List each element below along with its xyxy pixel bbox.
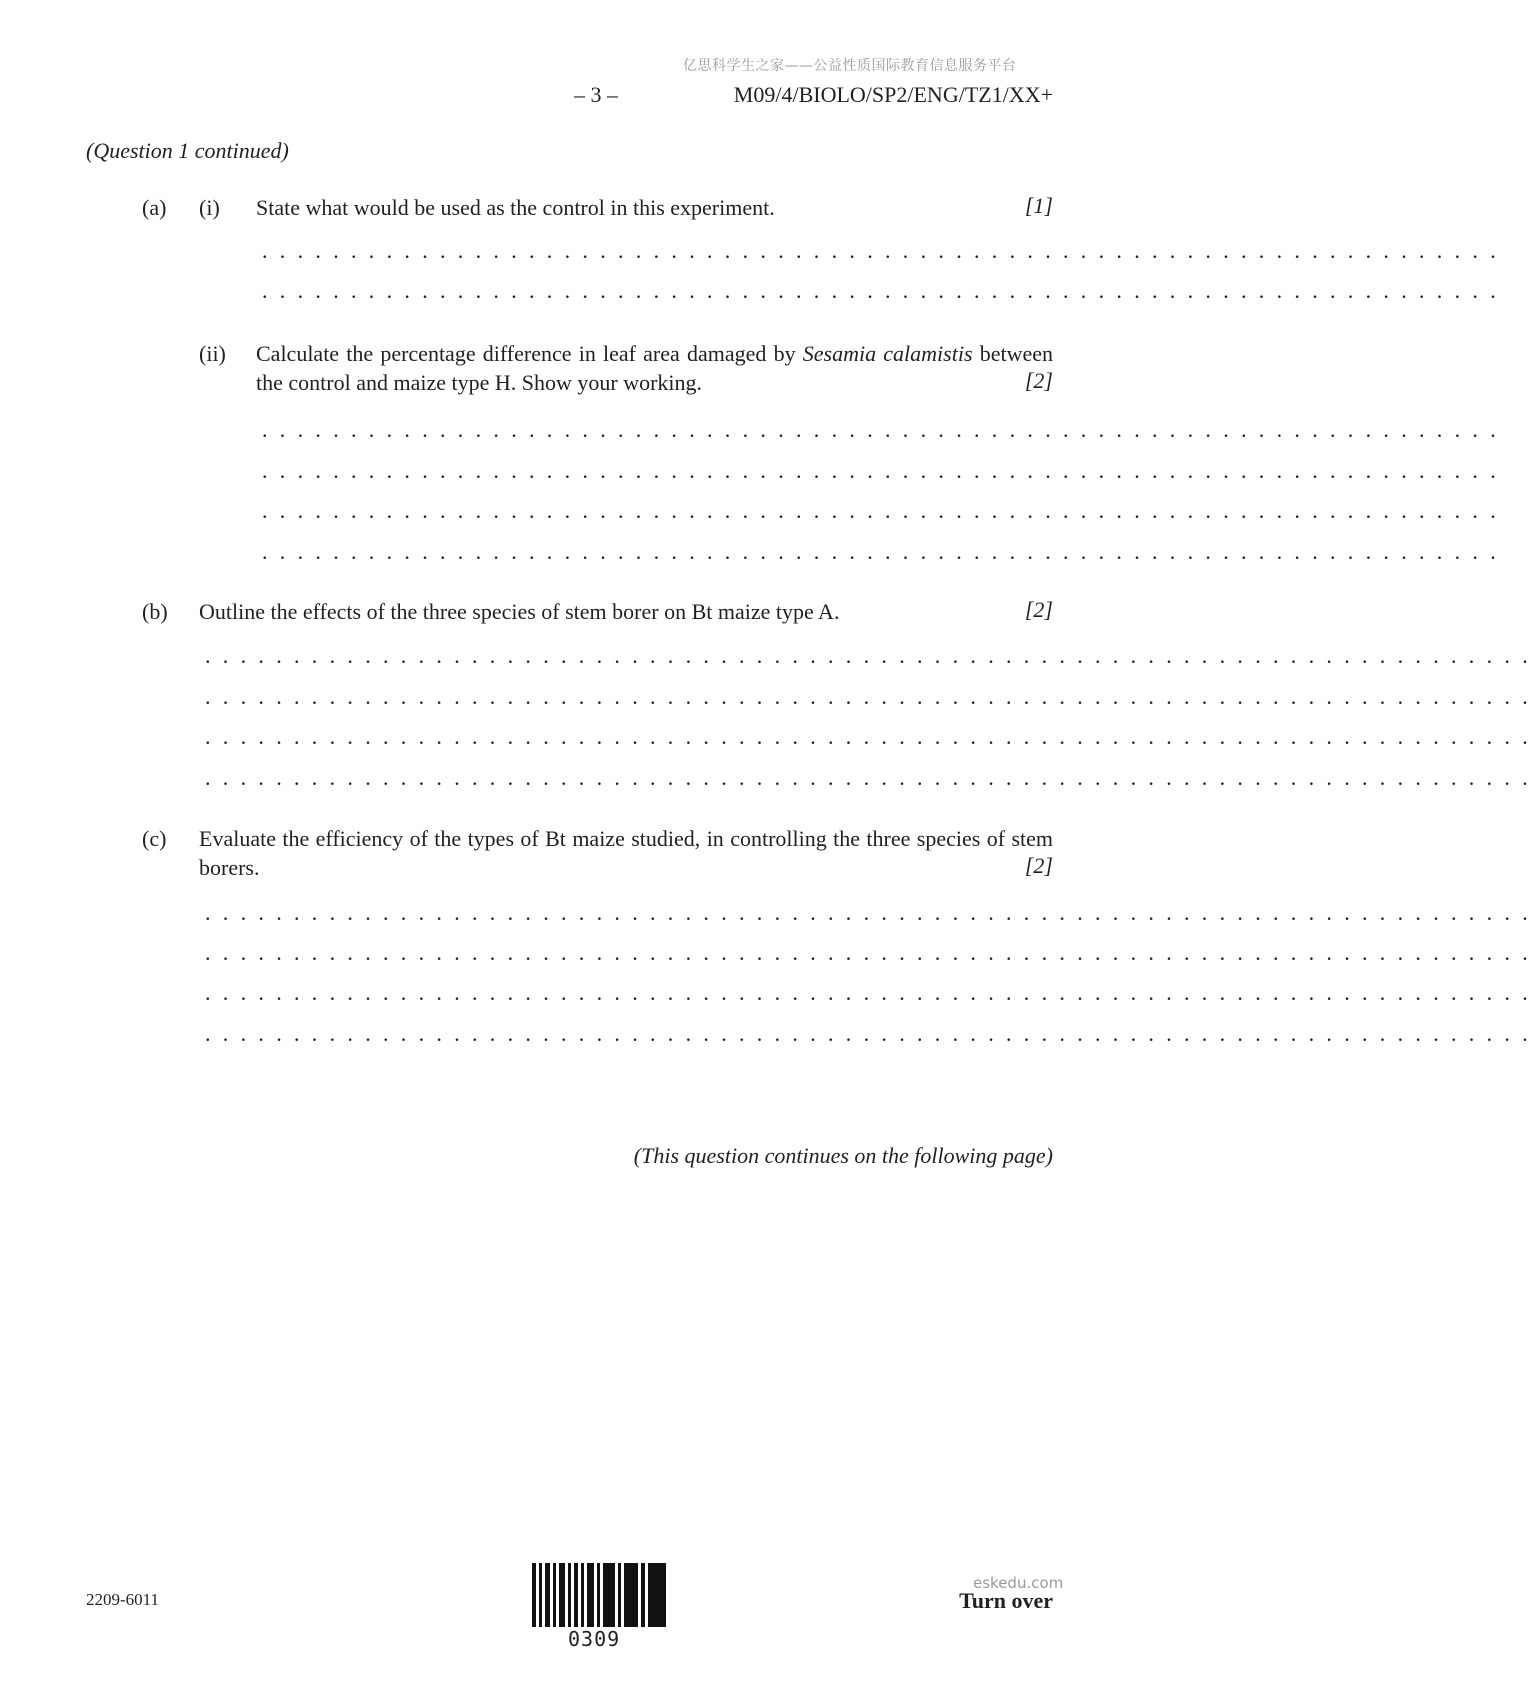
- footer-watermark: eskedu.com: [973, 1574, 1064, 1592]
- answer-line[interactable]: . . . . . . . . . . . . . . . . . . . . . . . . . . . . . . . . . . . . . . . . . . . . . . . . . . . . . . . . . . . . . . . . . . . . . . . . . . .: [205, 900, 1531, 925]
- answer-line[interactable]: . . . . . . . . . . . . . . . . . . . . . . . . . . . . . . . . . . . . . . . . . . . . . . . . . . . . . . . . . . . . . . . . . . . . . .: [262, 498, 1500, 523]
- answer-line[interactable]: . . . . . . . . . . . . . . . . . . . . . . . . . . . . . . . . . . . . . . . . . . . . . . . . . . . . . . . . . . . . . . . . . . . . . .: [262, 278, 1500, 303]
- part-a-i-marks: [1]: [1024, 193, 1053, 218]
- part-b-question: Outline the effects of the three species of stem borer on Bt maize type A.: [199, 599, 840, 624]
- footer-code: 2209-6011: [86, 1590, 160, 1609]
- part-c-marks: [2]: [1024, 853, 1053, 878]
- barcode-number: 0309: [568, 1627, 621, 1651]
- answer-line[interactable]: . . . . . . . . . . . . . . . . . . . . . . . . . . . . . . . . . . . . . . . . . . . . . . . . . . . . . . . . . . . . . . . . . . . . . . . . . . .: [205, 684, 1531, 709]
- turn-over-label: Turn over: [959, 1588, 1053, 1613]
- part-c-label: (c): [142, 826, 167, 851]
- header-watermark: 亿思科学生之家——公益性质国际教育信息服务平台: [683, 58, 1017, 74]
- part-a-i-question: State what would be used as the control in this experiment.: [256, 195, 775, 220]
- part-a-label: (a): [142, 195, 167, 220]
- answer-line[interactable]: . . . . . . . . . . . . . . . . . . . . . . . . . . . . . . . . . . . . . . . . . . . . . . . . . . . . . . . . . . . . . . . . . . . . . .: [262, 417, 1500, 442]
- answer-line[interactable]: . . . . . . . . . . . . . . . . . . . . . . . . . . . . . . . . . . . . . . . . . . . . . . . . . . . . . . . . . . . . . . . . . . . . . .: [262, 458, 1500, 483]
- part-a-i-label: (i): [199, 195, 220, 220]
- page-number: – 3 –: [574, 82, 618, 107]
- answer-line[interactable]: . . . . . . . . . . . . . . . . . . . . . . . . . . . . . . . . . . . . . . . . . . . . . . . . . . . . . . . . . . . . . . . . . . . . . .: [262, 238, 1500, 263]
- answer-line[interactable]: . . . . . . . . . . . . . . . . . . . . . . . . . . . . . . . . . . . . . . . . . . . . . . . . . . . . . . . . . . . . . . . . . . . . . . . . . . .: [205, 980, 1531, 1005]
- continues-note: (This question continues on the following page): [633, 1143, 1053, 1168]
- part-c-question: Evaluate the efficiency of the types of Bt maize studied, in controlling the three species of stem borers.: [199, 826, 1053, 880]
- document-code: M09/4/BIOLO/SP2/ENG/TZ1/XX+: [733, 82, 1053, 107]
- part-a-ii-question: Calculate the percentage difference in leaf area damaged by Sesamia calamistis between the control and maize type H. Show your working.: [256, 341, 1053, 395]
- answer-line[interactable]: . . . . . . . . . . . . . . . . . . . . . . . . . . . . . . . . . . . . . . . . . . . . . . . . . . . . . . . . . . . . . . . . . . . . . . . . . . .: [205, 643, 1531, 668]
- answer-line[interactable]: . . . . . . . . . . . . . . . . . . . . . . . . . . . . . . . . . . . . . . . . . . . . . . . . . . . . . . . . . . . . . . . . . . . . . . . . . . .: [205, 724, 1531, 749]
- part-b-marks: [2]: [1024, 597, 1053, 622]
- answer-line[interactable]: . . . . . . . . . . . . . . . . . . . . . . . . . . . . . . . . . . . . . . . . . . . . . . . . . . . . . . . . . . . . . . . . . . . . . . . . . . .: [205, 1021, 1531, 1046]
- answer-line[interactable]: . . . . . . . . . . . . . . . . . . . . . . . . . . . . . . . . . . . . . . . . . . . . . . . . . . . . . . . . . . . . . . . . . . . . . . . . . . .: [205, 765, 1531, 790]
- answer-line[interactable]: . . . . . . . . . . . . . . . . . . . . . . . . . . . . . . . . . . . . . . . . . . . . . . . . . . . . . . . . . . . . . . . . . . . . . . . . . . .: [205, 940, 1531, 965]
- part-a-ii-label: (ii): [199, 341, 226, 366]
- part-a-ii-marks: [2]: [1024, 368, 1053, 393]
- barcode-icon: [532, 1563, 666, 1627]
- part-b-label: (b): [142, 599, 168, 624]
- answer-line[interactable]: . . . . . . . . . . . . . . . . . . . . . . . . . . . . . . . . . . . . . . . . . . . . . . . . . . . . . . . . . . . . . . . . . . . . . .: [262, 539, 1500, 564]
- question-continued-label: (Question 1 continued): [86, 138, 289, 163]
- species-name: Sesamia calamistis: [802, 341, 973, 366]
